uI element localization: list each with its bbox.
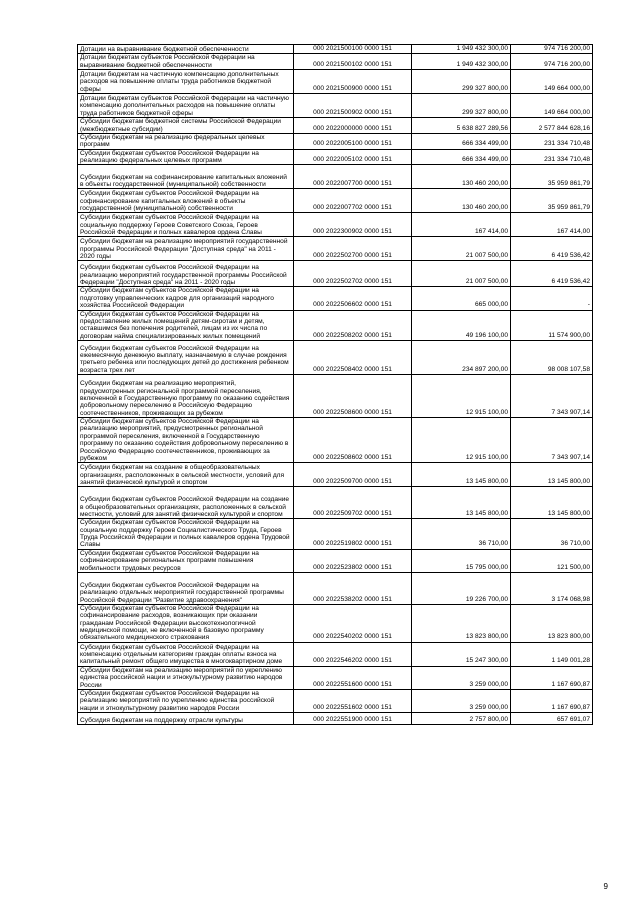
row-name-cell: Субсидии бюджетам субъектов Российской Федерации на реализацию федеральных целевых программ bbox=[78, 149, 294, 165]
table-row bbox=[78, 519, 593, 550]
row-name-cell: Субсидии бюджетам субъектов Российской Федерации на подготовку управленческих кадров для организаций народного хозяйства Российской Федерации bbox=[78, 287, 294, 310]
row-code-cell: 000 2022502700 0000 151 bbox=[294, 237, 412, 261]
row-plan-cell: 15 247 300,00 bbox=[412, 642, 511, 666]
row-name-cell: Субсидии бюджетам на реализацию мероприятий государственной программы Российской Федерации "Доступная среда" на 2011 - 2020 годы bbox=[78, 237, 294, 261]
row-exec-cell: 36 710,00 bbox=[511, 519, 593, 550]
row-exec-cell: 7 343 907,14 bbox=[511, 418, 593, 463]
row-plan-cell: 665 000,00 bbox=[412, 287, 511, 310]
table-row bbox=[78, 310, 593, 341]
row-code-cell: 000 2022506602 0000 151 bbox=[294, 287, 412, 310]
row-name-cell: Дотации бюджетам субъектов Российской Федерации на выравнивание бюджетной обеспеченности bbox=[78, 54, 294, 70]
table-row bbox=[78, 237, 593, 261]
row-plan-cell: 36 710,00 bbox=[412, 519, 511, 550]
row-plan-cell: 12 915 100,00 bbox=[412, 418, 511, 463]
row-plan-cell: 299 327 800,00 bbox=[412, 70, 511, 94]
row-name-cell: Субсидии бюджетам субъектов Российской Федерации на реализацию мероприятий государственной программы Российской Федерации "Доступная среда" на 2011 - 2020 годы bbox=[78, 261, 294, 287]
row-code-cell: 000 2022523802 0000 151 bbox=[294, 549, 412, 572]
row-exec-cell: 657 691,07 bbox=[511, 713, 593, 725]
table-row bbox=[78, 261, 593, 287]
row-name-cell: Субсидии бюджетам бюджетной системы Российской Федерации (межбюджетные субсидии) bbox=[78, 118, 294, 134]
row-exec-cell: 167 414,00 bbox=[511, 213, 593, 237]
row-code-cell: 000 2022519802 0000 151 bbox=[294, 519, 412, 550]
row-name-cell: Субсидии бюджетам субъектов Российской Федерации на реализацию мероприятий по укреплению единства российской нации и этнокультурному развитию народов России bbox=[78, 689, 294, 712]
row-exec-cell: 1 167 690,87 bbox=[511, 689, 593, 712]
row-code-cell: 000 2022300902 0000 151 bbox=[294, 213, 412, 237]
row-code-cell: 000 2022502702 0000 151 bbox=[294, 261, 412, 287]
row-name-cell: Субсидии бюджетам субъектов Российской Федерации на софинансирование капитальных вложений в объекты государственной (муниципальной) собственности bbox=[78, 189, 294, 213]
table-row bbox=[78, 549, 593, 572]
row-exec-cell: 974 716 200,00 bbox=[511, 45, 593, 54]
row-plan-cell: 5 638 827 289,56 bbox=[412, 118, 511, 134]
row-name-cell: Субсидии бюджетам субъектов Российской Федерации на компенсацию отдельным категориям граждан оплаты взноса на капитальный ремонт общего имущества в многоквартирном доме bbox=[78, 642, 294, 666]
row-plan-cell: 12 915 100,00 bbox=[412, 375, 511, 418]
row-exec-cell: 13 823 800,00 bbox=[511, 604, 593, 642]
row-code-cell: 000 2022005102 0000 151 bbox=[294, 149, 412, 165]
budget-table-body bbox=[78, 45, 593, 725]
row-code-cell: 000 2022007702 0000 151 bbox=[294, 189, 412, 213]
row-name-cell: Субсидии бюджетам субъектов Российской Федерации на предоставление жилых помещений детям-сиротам и детям, оставшимся без попечения родителей, лицам из их числа по договорам найма специализированных жилых помещений bbox=[78, 310, 294, 341]
row-name-cell: Субсидии бюджетам субъектов Российской Федерации на социальную поддержку Героев Советского Союза, Героев Российской Федерации и полных кавалеров ордена Славы bbox=[78, 213, 294, 237]
row-name-cell: Субсидии бюджетам субъектов Российской Федерации на ежемесячную денежную выплату, назначаемую в случае рождения третьего ребенка или последующих детей до достижения ребенком возраста трех лет bbox=[78, 341, 294, 375]
row-exec-cell: 1 167 690,87 bbox=[511, 666, 593, 689]
table-row bbox=[78, 133, 593, 149]
row-code-cell: 000 2021500902 0000 151 bbox=[294, 94, 412, 118]
row-code-cell: 000 2022005100 0000 151 bbox=[294, 133, 412, 149]
row-exec-cell: 231 334 710,48 bbox=[511, 149, 593, 165]
table-row bbox=[78, 642, 593, 666]
row-plan-cell: 299 327 800,00 bbox=[412, 94, 511, 118]
row-exec-cell: 2 577 844 628,16 bbox=[511, 118, 593, 134]
table-row bbox=[78, 70, 593, 94]
row-plan-cell: 49 196 100,00 bbox=[412, 310, 511, 341]
row-code-cell: 000 2022551602 0000 151 bbox=[294, 689, 412, 712]
table-row bbox=[78, 463, 593, 487]
row-exec-cell: 3 174 068,98 bbox=[511, 572, 593, 604]
row-exec-cell: 231 334 710,48 bbox=[511, 133, 593, 149]
row-exec-cell: 149 664 000,00 bbox=[511, 70, 593, 94]
row-code-cell: 000 2021500100 0000 151 bbox=[294, 45, 412, 54]
row-plan-cell: 13 823 800,00 bbox=[412, 604, 511, 642]
row-plan-cell: 1 949 432 300,00 bbox=[412, 45, 511, 54]
row-exec-cell: 1 149 001,28 bbox=[511, 642, 593, 666]
row-plan-cell: 167 414,00 bbox=[412, 213, 511, 237]
row-name-cell: Дотации бюджетам субъектов Российской Федерации на частичную компенсацию дополнительных расходов на повышение оплаты труда работников бюджетной сферы bbox=[78, 94, 294, 118]
table-row bbox=[78, 666, 593, 689]
row-name-cell: Субсидии бюджетам на создание в общеобразовательных организациях, расположенных в сельской местности, условий для занятий физической культурой и спортом bbox=[78, 463, 294, 487]
row-name-cell: Субсидии бюджетам субъектов Российской Федерации на создание в общеобразовательных организациях, расположенных в сельской местности, условий для занятий физической культурой и спортом bbox=[78, 487, 294, 519]
row-plan-cell: 21 007 500,00 bbox=[412, 237, 511, 261]
row-name-cell: Субсидии бюджетам на реализацию мероприятий, предусмотренных региональной программой переселения, включенной в Государственную программу по оказанию содействия добровольному переселению в Российскую Федерацию соотечественников, проживающих за рубежом bbox=[78, 375, 294, 418]
row-plan-cell: 13 145 800,00 bbox=[412, 487, 511, 519]
table-row bbox=[78, 713, 593, 725]
table-row bbox=[78, 149, 593, 165]
table-row bbox=[78, 54, 593, 70]
row-code-cell: 000 2022546202 0000 151 bbox=[294, 642, 412, 666]
row-exec-cell: - bbox=[511, 287, 593, 310]
row-code-cell: 000 2022508202 0000 151 bbox=[294, 310, 412, 341]
row-name-cell: Субсидии бюджетам субъектов Российской Федерации на софинансирование расходов, возникающих при оказании гражданам Российской Федерации высокотехнологичной медицинской помощи, не включенной в базовую программу обязательного медицинского страхования bbox=[78, 604, 294, 642]
row-name-cell: Субсидии бюджетам на реализацию мероприятий по укреплению единства российской нации и этнокультурному развитию народов России bbox=[78, 666, 294, 689]
table-row bbox=[78, 287, 593, 310]
row-plan-cell: 21 007 500,00 bbox=[412, 261, 511, 287]
row-code-cell: 000 2022551600 0000 151 bbox=[294, 666, 412, 689]
row-code-cell: 000 2022540202 0000 151 bbox=[294, 604, 412, 642]
table-row bbox=[78, 418, 593, 463]
row-name-cell: Субсидии бюджетам субъектов Российской Федерации на реализацию отдельных мероприятий государственной программы Российской Федерации "Развитие здравоохранения" bbox=[78, 572, 294, 604]
row-name-cell: Субсидия бюджетам на поддержку отрасли культуры bbox=[78, 713, 294, 725]
row-plan-cell: 19 226 700,00 bbox=[412, 572, 511, 604]
table-row bbox=[78, 45, 593, 54]
row-exec-cell: 6 419 536,42 bbox=[511, 261, 593, 287]
row-exec-cell: 11 574 900,00 bbox=[511, 310, 593, 341]
row-exec-cell: 149 664 000,00 bbox=[511, 94, 593, 118]
row-name-cell: Дотации на выравнивание бюджетной обеспеченности bbox=[78, 45, 294, 54]
row-name-cell: Субсидии бюджетам на софинансирование капитальных вложений в объекты государственной (муниципальной) собственности bbox=[78, 165, 294, 189]
row-code-cell: 000 2022508600 0000 151 bbox=[294, 375, 412, 418]
row-exec-cell: 35 959 861,79 bbox=[511, 165, 593, 189]
row-code-cell: 000 2022007700 0000 151 bbox=[294, 165, 412, 189]
row-exec-cell: 7 343 907,14 bbox=[511, 375, 593, 418]
row-code-cell: 000 2021500102 0000 151 bbox=[294, 54, 412, 70]
row-code-cell: 000 2022509702 0000 151 bbox=[294, 487, 412, 519]
table-row bbox=[78, 118, 593, 134]
row-name-cell: Дотации бюджетам на частичную компенсацию дополнительных расходов на повышение оплаты труда работников бюджетной сферы bbox=[78, 70, 294, 94]
table-row bbox=[78, 213, 593, 237]
table-row bbox=[78, 572, 593, 604]
table-row bbox=[78, 94, 593, 118]
table-row bbox=[78, 341, 593, 375]
row-plan-cell: 15 795 000,00 bbox=[412, 549, 511, 572]
table-row bbox=[78, 375, 593, 418]
row-exec-cell: 98 008 107,58 bbox=[511, 341, 593, 375]
row-code-cell: 000 2022508602 0000 151 bbox=[294, 418, 412, 463]
row-name-cell: Субсидии бюджетам субъектов Российской Федерации на реализацию мероприятий, предусмотренных региональной программой переселения, включенной в Государственную программу по оказанию содействия добровольному переселению в Российскую Федерацию соотечественников, проживающих за рубежом bbox=[78, 418, 294, 463]
row-exec-cell: 35 959 861,79 bbox=[511, 189, 593, 213]
row-name-cell: Субсидии бюджетам субъектов Российской Федерации на софинансирование региональных программ повышения мобильности трудовых ресурсов bbox=[78, 549, 294, 572]
row-plan-cell: 666 334 499,00 bbox=[412, 133, 511, 149]
row-name-cell: Субсидии бюджетам субъектов Российской Федерации на социальную поддержку Героев Социалистического Труда, Героев Труда Российской Федерации и полных кавалеров ордена Трудовой Славы bbox=[78, 519, 294, 550]
table-row bbox=[78, 487, 593, 519]
row-code-cell: 000 2022508402 0000 151 bbox=[294, 341, 412, 375]
row-plan-cell: 1 949 432 300,00 bbox=[412, 54, 511, 70]
row-plan-cell: 3 259 000,00 bbox=[412, 666, 511, 689]
row-plan-cell: 3 259 000,00 bbox=[412, 689, 511, 712]
row-exec-cell: 974 716 200,00 bbox=[511, 54, 593, 70]
table-row bbox=[78, 604, 593, 642]
row-code-cell: 000 2022000000 0000 151 bbox=[294, 118, 412, 134]
row-plan-cell: 234 897 200,00 bbox=[412, 341, 511, 375]
row-plan-cell: 130 460 200,00 bbox=[412, 189, 511, 213]
budget-table bbox=[77, 44, 593, 725]
table-row bbox=[78, 189, 593, 213]
page-number: 9 bbox=[603, 882, 608, 891]
row-code-cell: 000 2021500900 0000 151 bbox=[294, 70, 412, 94]
row-exec-cell: 13 145 800,00 bbox=[511, 463, 593, 487]
row-plan-cell: 666 334 499,00 bbox=[412, 149, 511, 165]
row-code-cell: 000 2022551900 0000 151 bbox=[294, 713, 412, 725]
row-plan-cell: 2 757 800,00 bbox=[412, 713, 511, 725]
row-name-cell: Субсидии бюджетам на реализацию федеральных целевых программ bbox=[78, 133, 294, 149]
table-row bbox=[78, 165, 593, 189]
row-exec-cell: 6 419 536,42 bbox=[511, 237, 593, 261]
row-code-cell: 000 2022509700 0000 151 bbox=[294, 463, 412, 487]
row-plan-cell: 13 145 800,00 bbox=[412, 463, 511, 487]
row-plan-cell: 130 460 200,00 bbox=[412, 165, 511, 189]
table-row bbox=[78, 689, 593, 712]
row-code-cell: 000 2022538202 0000 151 bbox=[294, 572, 412, 604]
row-exec-cell: 13 145 800,00 bbox=[511, 487, 593, 519]
row-exec-cell: 121 500,00 bbox=[511, 549, 593, 572]
